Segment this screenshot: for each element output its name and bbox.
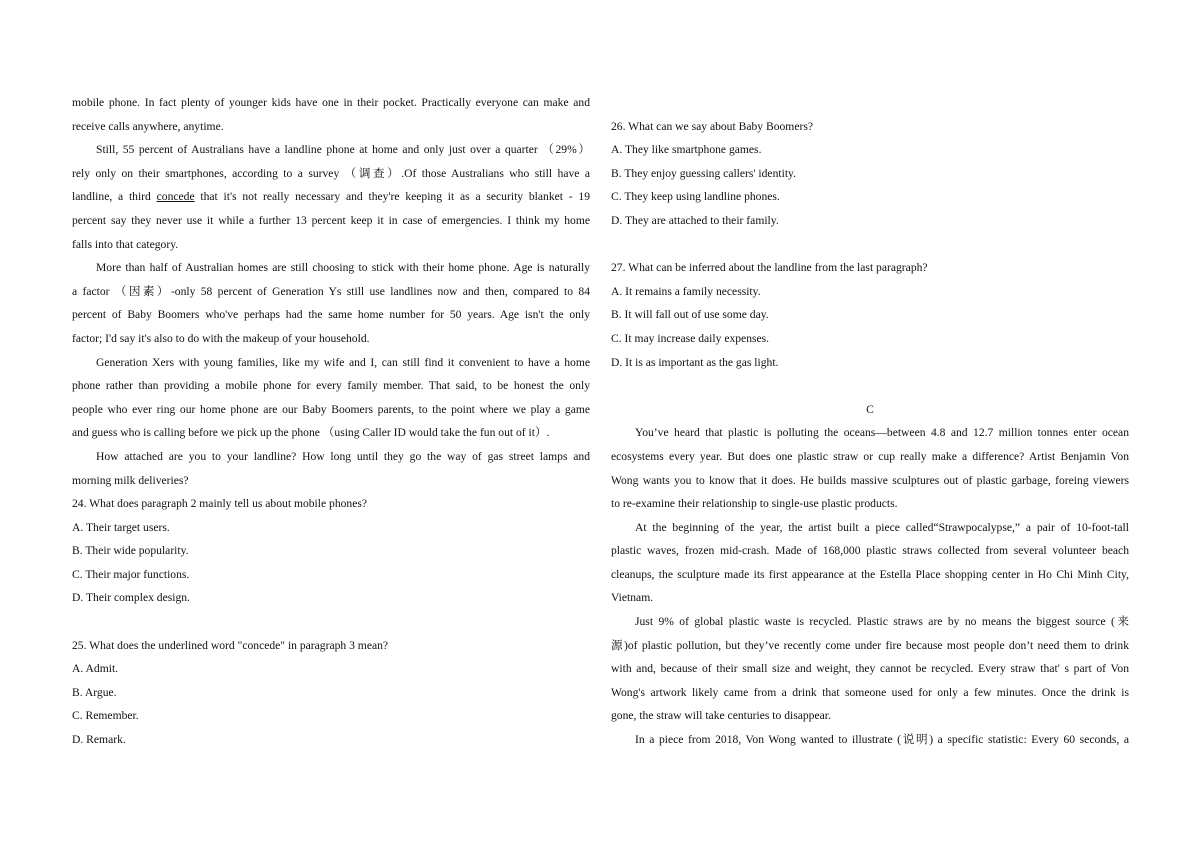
text-line: Vietnam.: [611, 591, 654, 605]
text-line: Wong wants you to know that it does. He builds massive sculptures out of plastic garbage, foreing viewers: [611, 473, 1129, 487]
text-line: ecosystems every year. But does one plastic straw or cup really make a difference? Artist Benjamin Von: [611, 449, 1129, 463]
option-24-d: D. Their complex design.: [72, 591, 190, 605]
option-26-b: B. They enjoy guessing callers' identity.: [611, 166, 796, 180]
option-27-b: B. It will fall out of use some day.: [611, 308, 769, 322]
question-26: 26. What can we say about Baby Boomers?: [611, 119, 813, 133]
text-line: and guess who is calling before we pick up the phone （using Caller ID would take the fun out of it）.: [72, 426, 550, 440]
text-line: At the beginning of the year, the artist built a piece called“Strawpocalypse,” a pair of 10-foot-tall: [635, 520, 1129, 534]
option-25-c: C. Remember.: [72, 709, 139, 723]
left-column: [72, 91, 590, 752]
text-line: factor; I'd say it's also to do with the makeup of your household.: [72, 331, 370, 345]
option-26-d: D. They are attached to their family.: [611, 213, 779, 227]
option-26-c: C. They keep using landline phones.: [611, 190, 780, 204]
text-line: morning milk deliveries?: [72, 473, 189, 487]
text-line: In a piece from 2018, Von Wong wanted to illustrate (说明) a specific statistic: Every 60 seconds, a: [635, 733, 1129, 747]
text-line: [72, 185, 590, 209]
text-line: gone, the straw will take centuries to disappear.: [611, 709, 831, 723]
text-line: a factor （因素）-only 58 percent of Generation Ys still use landlines now and then, compared to 84: [72, 284, 590, 298]
option-27-d: D. It is as important as the gas light.: [611, 355, 779, 369]
text-fragment: landline, a third: [72, 190, 157, 204]
text-line: cleanups, the sculpture made its first appearance at the Estella Place shopping center in Ho Chi Minh City,: [611, 567, 1129, 581]
text-line: 源)of plastic pollution, but they’ve recently come under fire because most people don’t need them to drink: [611, 638, 1129, 652]
spacer: [72, 610, 590, 634]
option-26-a: A. They like smartphone games.: [611, 143, 762, 157]
text-line: rely only on their smartphones, according to a survey （调查）.Of those Australians who still have a: [72, 166, 590, 180]
text-fragment: that it's not really necessary and they're keeping it as a security blanket - 19: [194, 190, 590, 204]
text-line: percent say they never use it while a further 13 percent keep it in case of emergencies. I think my home: [72, 213, 590, 227]
text-line: mobile phone. In fact plenty of younger kids have one in their pocket. Practically everyone can make and: [72, 96, 590, 109]
right-column: [611, 91, 1129, 752]
text-line: More than half of Australian homes are still choosing to stick with their home phone. Age is naturally: [96, 261, 590, 275]
text-line: falls into that category.: [72, 237, 179, 251]
text-line: to re-examine their relationship to single-use plastic products.: [611, 497, 898, 511]
section-heading: C: [866, 402, 874, 416]
question-24: 24. What does paragraph 2 mainly tell us about mobile phones?: [72, 497, 368, 511]
option-24-b: B. Their wide popularity.: [72, 544, 189, 558]
text-line: Generation Xers with young families, like my wife and I, can still find it convenient to have a home: [96, 355, 590, 369]
spacer: [611, 233, 1129, 257]
text-line: people who ever ring our home phone are our Baby Boomers parents, to the point where we play a game: [72, 402, 590, 416]
text-line: percent of Baby Boomers who've perhaps had the same home number for 50 years. Age isn't the only: [72, 308, 590, 322]
text-line: Just 9% of global plastic waste is recycled. Plastic straws are by no means the biggest source (来: [635, 615, 1129, 629]
underlined-word-concede: concede: [156, 190, 195, 204]
text-line: with and, because of their small size and weight, they cannot be recycled. Every straw that' s part of Von: [611, 662, 1129, 676]
option-24-a: A. Their target users.: [72, 520, 170, 534]
question-25: 25. What does the underlined word "concede" in paragraph 3 mean?: [72, 638, 389, 652]
text-line: Wong's artwork likely came from a drink that someone used for only a few minutes. Once the drink is: [611, 685, 1129, 699]
text-line: phone rather than providing a mobile phone for every family member. That said, to be honest the only: [72, 379, 590, 393]
question-27: 27. What can be inferred about the landline from the last paragraph?: [611, 261, 928, 275]
option-24-c: C. Their major functions.: [72, 567, 190, 581]
option-25-a: A. Admit.: [72, 662, 119, 676]
text-line: plastic waves, frozen mid-crash. Made of 168,000 plastic straws collected from several volunteer beach: [611, 544, 1129, 558]
option-27-a: A. It remains a family necessity.: [611, 284, 761, 298]
option-25-d: D. Remark.: [72, 733, 126, 747]
option-27-c: C. It may increase daily expenses.: [611, 331, 770, 345]
text-line: You’ve heard that plastic is polluting the oceans—between 4.8 and 12.7 million tonnes enter ocean: [635, 426, 1129, 440]
spacer: [611, 91, 1129, 115]
text-line: Still, 55 percent of Australians have a landline phone at home and only just over a quarter （29%）: [96, 143, 590, 157]
text-line: How attached are you to your landline? How long until they go the way of gas street lamps and: [96, 449, 590, 463]
text-line: receive calls anywhere, anytime.: [72, 119, 224, 133]
option-25-b: B. Argue.: [72, 685, 117, 699]
spacer: [611, 374, 1129, 398]
